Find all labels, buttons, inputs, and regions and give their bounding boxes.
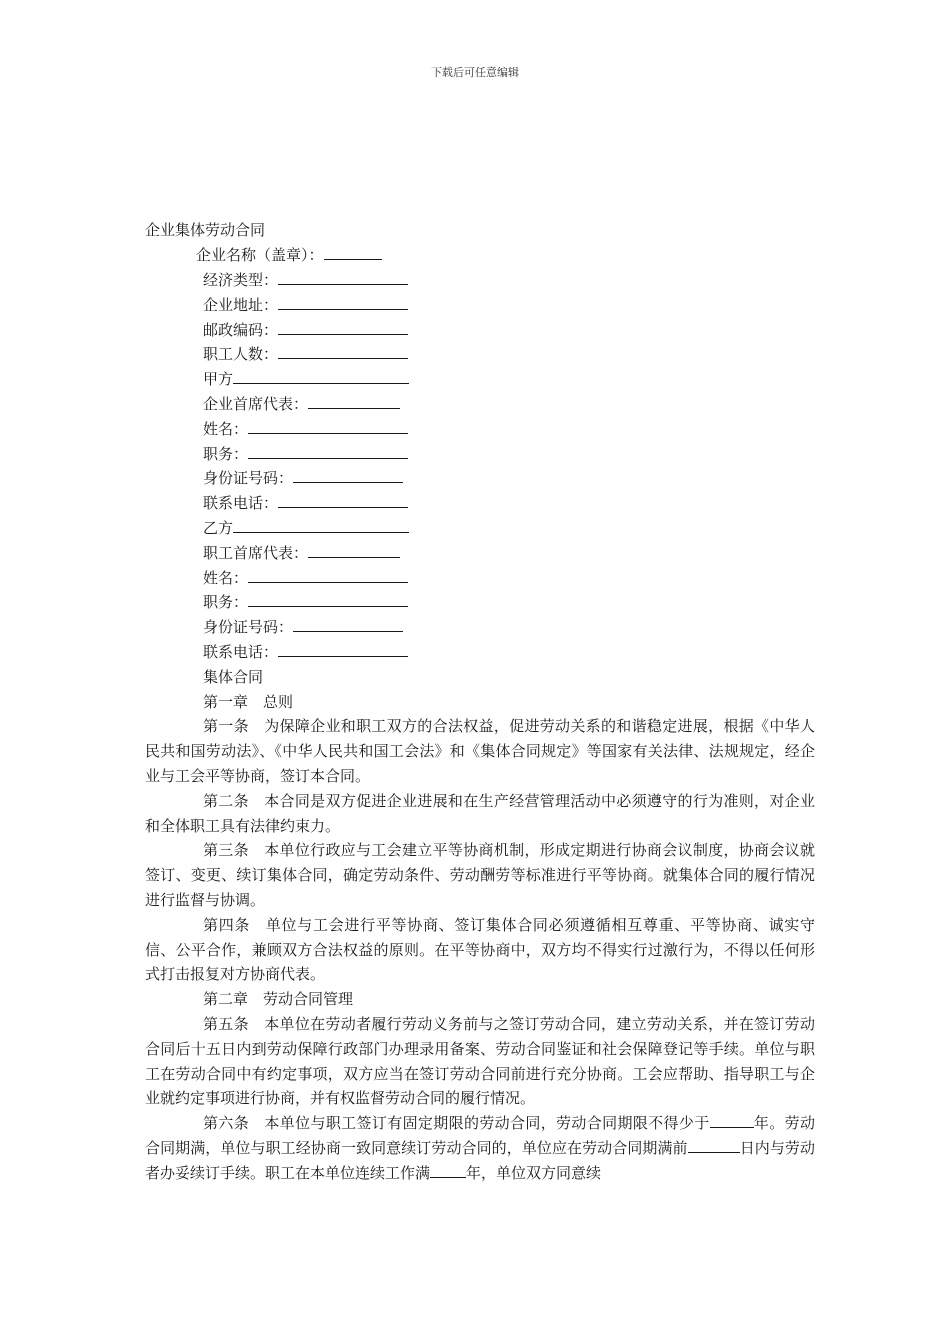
field-label: 职务： xyxy=(203,444,249,463)
field-blank[interactable] xyxy=(293,467,403,483)
article-6 xyxy=(145,1111,815,1185)
article-number: 第四条 xyxy=(203,915,251,934)
field-id-number-a xyxy=(145,466,815,491)
article-text: 为保障企业和职工双方的合法权益，促进劳动关系的和谐稳定进展，根据《中华人民共和国劳动法》、《中华人民共和国工会法》和《集体合同规定》等国家有关法律、法规规定，经企业与工会平等协商，签订本合同。 xyxy=(145,717,815,785)
field-label: 身份证号码： xyxy=(203,469,294,488)
field-label: 职工人数： xyxy=(203,345,279,364)
field-blank[interactable] xyxy=(248,443,408,459)
field-phone-b xyxy=(145,640,815,665)
field-label: 甲方 xyxy=(203,370,234,389)
article-text: 本合同是双方促进企业进展和在生产经营管理活动中必须遵守的行为准则，对企业和全体职工具有法律约束力。 xyxy=(145,791,815,835)
field-blank[interactable] xyxy=(248,567,408,583)
header-note: 下载后可任意编辑 xyxy=(431,66,519,79)
article-2 xyxy=(145,789,815,839)
article-text: 年。劳动合同期满，单位与职工经协商一致同意续订劳动合同的，单位应在劳动合同期满前 xyxy=(145,1114,815,1157)
field-name-a xyxy=(145,417,815,442)
field-postal-code xyxy=(145,318,815,343)
service-years-blank[interactable] xyxy=(430,1162,466,1178)
renewal-days-blank[interactable] xyxy=(688,1137,740,1153)
field-blank[interactable] xyxy=(248,591,408,607)
article-number: 第二条 xyxy=(203,791,249,810)
field-label: 企业首席代表： xyxy=(203,394,309,413)
field-blank[interactable] xyxy=(278,269,408,285)
field-label: 联系电话： xyxy=(203,494,279,513)
chapter-number: 第二章 xyxy=(203,990,249,1009)
field-position-a xyxy=(145,442,815,467)
field-blank[interactable] xyxy=(278,343,408,359)
article-number: 第五条 xyxy=(203,1014,249,1033)
document-title: 企业集体劳动合同 xyxy=(145,221,266,239)
article-number: 第三条 xyxy=(203,841,249,860)
field-phone-a xyxy=(145,491,815,516)
chapter-title: 劳动合同管理 xyxy=(263,990,354,1009)
field-label: 职工首席代表： xyxy=(203,543,309,562)
field-blank[interactable] xyxy=(248,418,408,434)
chapter-2-heading xyxy=(145,987,815,1012)
article-text: 本单位与职工签订有固定期限的劳动合同，劳动合同期限不得少于 xyxy=(264,1114,710,1133)
contract-heading: 集体合同 xyxy=(203,667,264,686)
field-label: 乙方 xyxy=(203,518,234,537)
field-company-address xyxy=(145,293,815,318)
article-5 xyxy=(145,1012,815,1111)
article-4 xyxy=(145,913,815,987)
field-blank[interactable] xyxy=(278,319,408,335)
field-label: 身份证号码： xyxy=(203,618,294,637)
field-label: 职务： xyxy=(203,593,249,612)
company-name-blank[interactable] xyxy=(324,244,382,260)
field-blank[interactable] xyxy=(233,517,409,533)
field-label: 经济类型： xyxy=(203,271,279,289)
chapter-title: 总则 xyxy=(263,692,294,711)
field-label: 姓名： xyxy=(203,568,249,587)
article-text: 本单位在劳动者履行劳动义务前与之签订劳动合同，建立劳动关系，并在签订劳动合同后十五日内到劳动保障行政部门办理录用备案、劳动合同鉴证和社会保障登记等手续。单位与职工在劳动合同中有约定事项，双方应当在签订劳动合同前进行充分协商。工会应帮助、指导职工与企业就约定事项进行协商，并有权监督劳动合同的履行情况。 xyxy=(145,1014,815,1108)
article-text: 日内与劳动者办妥续订手续。职工在本单位连续工作满 xyxy=(145,1138,815,1182)
document-body xyxy=(145,218,815,1185)
field-blank[interactable] xyxy=(278,294,408,310)
field-position-b xyxy=(145,590,815,615)
field-name-b xyxy=(145,566,815,591)
field-label: 邮政编码： xyxy=(203,320,279,339)
company-name-row xyxy=(145,243,815,268)
field-label: 企业地址： xyxy=(203,295,279,314)
field-company-chief-rep xyxy=(145,392,815,417)
chapter-1-heading xyxy=(145,690,815,715)
article-1 xyxy=(145,714,815,788)
field-blank[interactable] xyxy=(293,616,403,632)
article-3 xyxy=(145,838,815,912)
field-economic-type xyxy=(145,268,815,293)
contract-term-years-blank[interactable] xyxy=(710,1112,754,1128)
field-employee-count xyxy=(145,342,815,367)
field-party-a xyxy=(145,367,815,392)
field-label: 姓名： xyxy=(203,419,249,438)
article-text: 本单位行政应与工会建立平等协商机制，形成定期进行协商会议制度，协商会议就签订、变更、续订集体合同，确定劳动条件、劳动酬劳等标准进行平等协商。就集体合同的履行情况进行监督与协调。 xyxy=(145,841,815,909)
field-blank[interactable] xyxy=(278,492,408,508)
field-id-number-b xyxy=(145,615,815,640)
field-worker-chief-rep xyxy=(145,541,815,566)
article-text: 单位与工会进行平等协商、签订集体合同必须遵循相互尊重、平等协商、诚实守信、公平合作，兼顾双方合法权益的原则。在平等协商中，双方均不得实行过激行为，不得以任何形式打击报复对方协商代表。 xyxy=(145,915,815,984)
article-number: 第一条 xyxy=(203,717,249,736)
company-name-label: 企业名称（盖章）： xyxy=(196,246,324,264)
article-text: 年，单位双方同意续 xyxy=(466,1163,602,1182)
field-label: 联系电话： xyxy=(203,642,279,661)
field-blank[interactable] xyxy=(233,368,409,384)
field-party-b xyxy=(145,516,815,541)
article-number: 第六条 xyxy=(203,1114,250,1133)
field-blank[interactable] xyxy=(278,641,408,657)
field-blank[interactable] xyxy=(308,393,400,409)
chapter-number: 第一章 xyxy=(203,692,249,711)
field-blank[interactable] xyxy=(308,542,400,558)
